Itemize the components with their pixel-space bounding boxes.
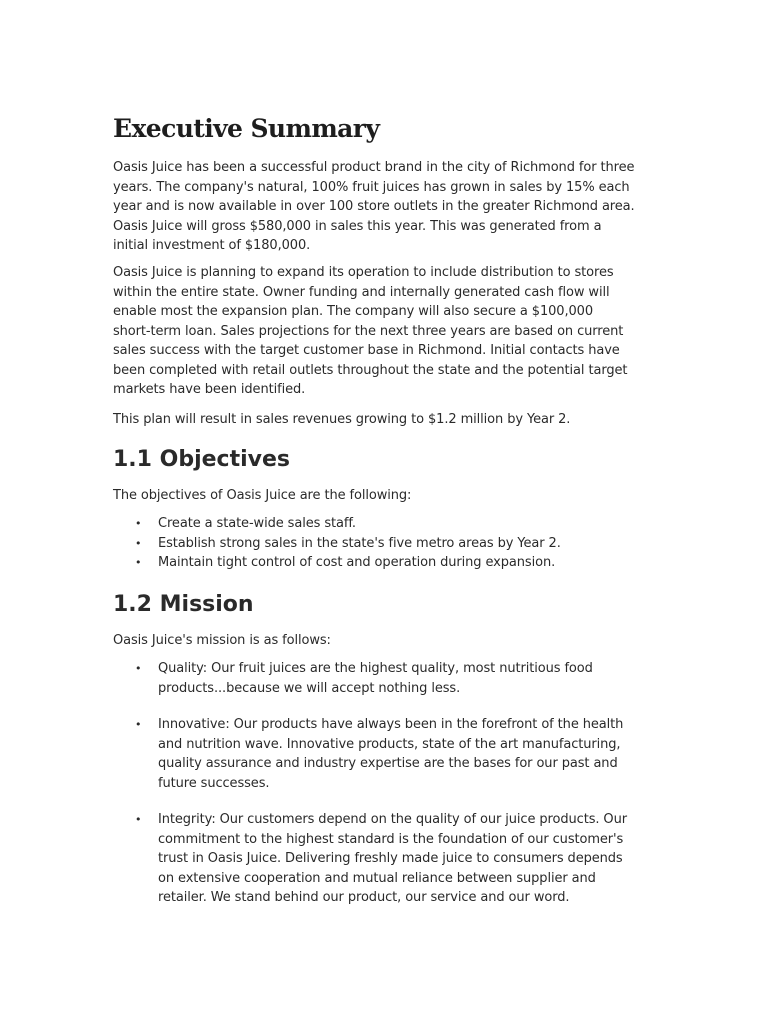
text-line: short-term loan. Sales projections for the next three years are based on current [113, 323, 624, 339]
list-item [113, 514, 561, 534]
mission-heading: 1.2 Mission [113, 592, 254, 617]
objectives-list [113, 514, 561, 573]
text-line: This plan will result in sales revenues growing to $1.2 million by Year 2. [113, 412, 571, 427]
text-line: enable most the expansion plan. The company will also secure a $100,000 [113, 304, 594, 319]
text-line: Oasis Juice has been a successful product brand in the city of Richmond for three [113, 160, 635, 175]
text-line: sales success with the target customer base in Richmond. Initial contacts have [113, 343, 620, 358]
text-line: quality assurance and industry expertise are the bases for our past and [158, 756, 618, 771]
summary-paragraph-1 [113, 158, 635, 256]
list-item [113, 553, 561, 573]
list-item-text: Create a state-wide sales staff. [158, 516, 356, 531]
text-line: products...because we will accept nothing less. [158, 680, 461, 696]
text-line: Integrity: Our customers depend on the quality of our juice products. Our [158, 812, 627, 827]
text-line: on extensive cooperation and mutual reliance between supplier and [158, 870, 596, 886]
bullet-icon: • [135, 536, 142, 550]
text-line: initial investment of $180,000. [113, 238, 311, 253]
summary-paragraph-2 [113, 263, 627, 400]
text-line: commitment to the highest standard is the foundation of our customer's [158, 831, 624, 847]
mission-list [113, 659, 627, 925]
text-line: Oasis Juice is planning to expand its operation to include distribution to stores [113, 265, 614, 280]
list-item [113, 534, 561, 554]
bullet-icon: • [135, 662, 142, 675]
text-line: Oasis Juice will gross $580,000 in sales this year. This was generated from a [113, 218, 602, 234]
text-line: Quality: Our fruit juices are the highest quality, most nutritious food [158, 661, 593, 676]
text-line: markets have been identified. [113, 382, 306, 397]
summary-paragraph-3 [113, 410, 570, 430]
list-item-text: Establish strong sales in the state's five metro areas by Year 2. [158, 535, 561, 551]
text-line: Innovative: Our products have always been in the forefront of the health [158, 717, 624, 732]
bullet-icon: • [135, 718, 142, 731]
objectives-intro: The objectives of Oasis Juice are the following: [113, 488, 412, 503]
document-title: Executive Summary [113, 114, 380, 143]
text-line: been completed with retail outlets throughout the state and the potential target [113, 362, 628, 378]
bullet-icon: • [135, 517, 142, 530]
text-line: and nutrition wave. Innovative products, state of the art manufacturing, [158, 736, 621, 752]
text-line: trust in Oasis Juice. Delivering freshly made juice to consumers depends [158, 851, 623, 866]
list-item [113, 715, 627, 793]
text-line: years. The company's natural, 100% fruit juices has grown in sales by 15% each [113, 179, 630, 195]
text-line: retailer. We stand behind our product, our service and our word. [158, 890, 570, 905]
objectives-heading: 1.1 Objectives [113, 447, 290, 472]
text-line: year and is now available in over 100 store outlets in the greater Richmond area. [113, 199, 635, 214]
list-item [113, 659, 627, 698]
text-line: future successes. [158, 775, 270, 791]
bullet-icon: • [135, 813, 142, 826]
list-item-text: Maintain tight control of cost and operation during expansion. [158, 555, 556, 570]
list-item [113, 810, 627, 908]
bullet-icon: • [135, 556, 142, 569]
text-line: within the entire state. Owner funding and internally generated cash flow will [113, 284, 610, 300]
mission-intro: Oasis Juice's mission is as follows: [113, 633, 331, 648]
